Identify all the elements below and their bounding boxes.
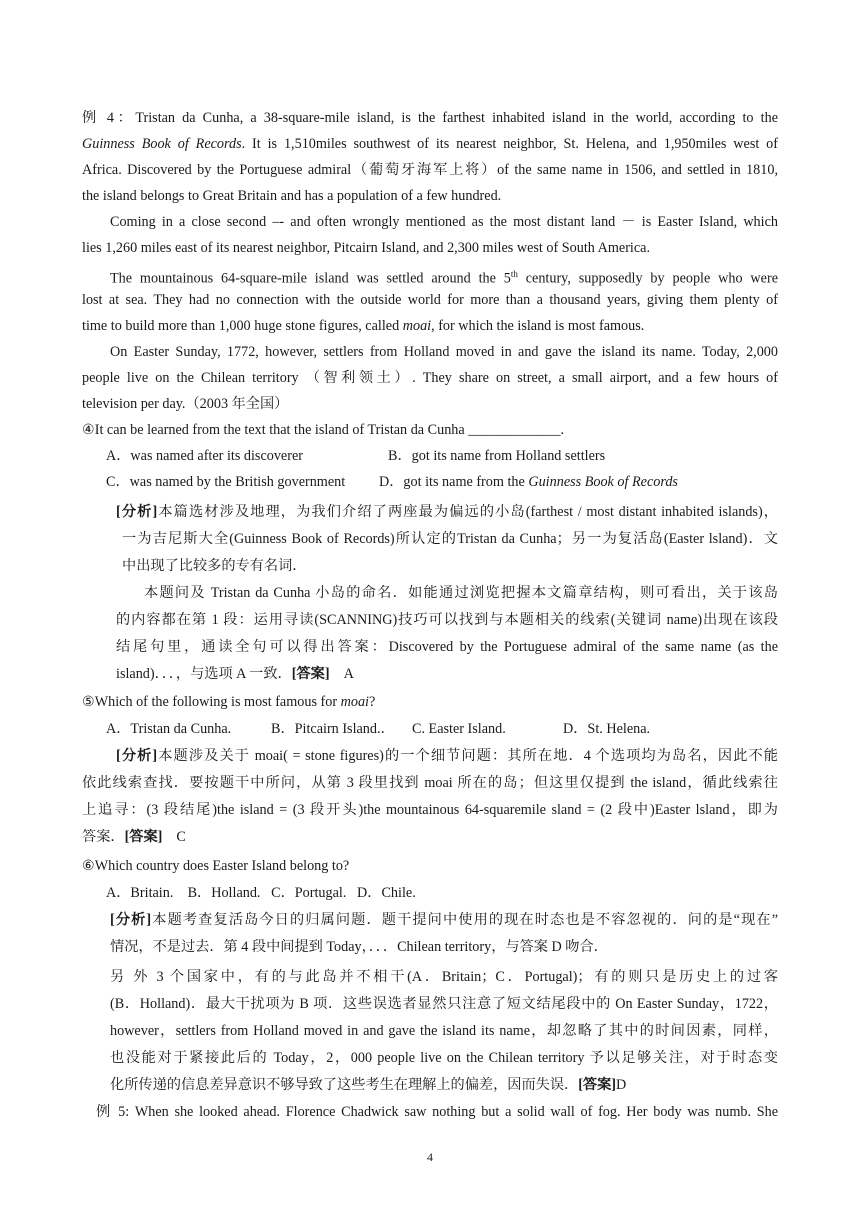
q5-analysis-line2: 依此线索查找．要按题干中所问，从第 3 段里找到 moai 所在的岛；但这里仅提到 the island，循此线索往 [82,775,778,791]
analysis-label: [分析] [110,912,152,928]
q4-analysis-line3: 中出现了比较多的专有名词． [122,558,307,574]
q6-analysis-line4: (B．Holland)．最大干扰项为 B 项．这些误选者显然只注意了短文结尾段中的 On Easter Sunday，1722， [110,996,778,1012]
page-number: 4 [427,1150,433,1164]
q4-analysis-line1: [分析]本篇选材涉及地理，为我们介绍了两座最为偏远的小岛(farthest / most distant inhabited islands)， [116,504,778,520]
q6-stem: ⑥Which country does Easter Island belong to? [82,858,350,874]
q6-analysis-line6: 也没能对于紧接此后的 Today，2，000 people live on the Chilean territory 予以足够关注，对于时态变 [110,1050,778,1066]
q4-detail-line4: island)．．．，与选项 A 一致．[答案] A [116,666,354,682]
answer-value: A [343,666,354,682]
q6-analysis-line5: however，settlers from Holland moved in and gave the island its name，却忽略了其中的时间因素，同样， [110,1023,778,1039]
ex5-line1: 例 5: When she looked ahead. Florence Chadwick saw nothing but a solid wall of fog. Her body was numb. She [96,1104,778,1120]
ex4-p2-line1: Coming in a close second –- and often wrongly mentioned as the most distant land － is Easter Island, which [110,214,778,230]
q4-option-b: B．got its name from Holland settlers [388,448,606,464]
ex4-p4-line2: people live on the Chilean territory （智利领土）. They share on street, a small airport, and a few hours of [82,370,778,386]
ex4-p1-line2: Guinness Book of Records. It is 1,510miles southwest of its nearest neighbor, St. Helena, and 1,950miles west of [82,136,778,152]
answer-label: [答案] [291,666,330,682]
q4-detail-line2: 的内容都在第 1 段：运用寻读(SCANNING)技巧可以找到与本题相关的线索(关键词 name)出现在该段 [116,612,778,628]
ex4-p3-line1: The mountainous 64-square-mile island was settled around the 5th century, supposedly by people who were [110,269,778,287]
q5-option-a: A．Tristan da Cunha. [106,721,232,737]
q5-analysis-line3: 上追寻：(3 段结尾)the island = (3 段开头)the mountainous 64-squaremile sland = (2 段中)Easter lsland，即为 [82,802,778,818]
ex4-p3-line2: lost at sea. They had no connection with the outside world for more than a thousand years, giving them plenty of [82,292,778,308]
q5-analysis-line1: [分析]本题涉及关于 moai( = stone figures)的一个细节问题：其所在地．4 个选项均为岛名，因此不能 [116,748,778,764]
ex4-p1-line3: Africa. Discovered by the Portuguese admiral（葡萄牙海军上将）of the same name in 1506, and settled in 1810, [82,162,778,178]
ex4-p3-line3: time to build more than 1,000 huge stone figures, called moai, for which the island is most famous. [82,318,645,334]
q5-analysis-line4: 答案．[答案] C [82,829,186,845]
example-label: 例 5 [96,1104,126,1120]
q4-option-a: A．was named after its discoverer [106,448,303,464]
q4-detail-line1: 本题问及 Tristan da Cunha 小岛的命名．如能通过浏览把握本文篇章结构，则可看出，关于该岛 [144,585,778,601]
q5-option-d: D．St. Helena. [563,721,651,737]
q6-analysis-line1: [分析]本题考查复活岛今日的归属问题．题干提问中使用的现在时态也是不容忽视的．问的是“现在” [110,912,778,928]
ex4-p4-line3: television per day.（2003 年全国） [82,396,289,412]
ex4-p1-line4: the island belongs to Great Britain and has a population of a few hundred. [82,188,502,204]
answer-label: [答案] [124,829,163,845]
q5-stem: ⑤Which of the following is most famous for moai? [82,694,376,710]
analysis-label: [分析] [116,748,158,764]
q4-stem: ④It can be learned from the text that the island of Tristan da Cunha _____________. [82,422,564,438]
q4-option-d: D．got its name from the Guinness Book of Records [379,474,678,490]
q6-analysis-line3: 另 外 3 个国家中，有的与此岛并不相干(A．Britain；C．Portugal)；有的则只是历史上的过客 [110,969,778,985]
q6-analysis-line2: 情况，不是过去．第 4 段中间提到 Today，．．．Chilean territory，与答案 D 吻合． [110,939,608,955]
q4-analysis-line2: 一为吉尼斯大全(Guinness Book of Records)所认定的Tristan da Cunha；另一为复活岛(Easter lsland)．文 [122,531,778,547]
q5-option-b: B．Pitcairn Island.． [271,721,395,737]
answer-value: C [176,829,186,845]
q4-detail-line3: 结尾句里，通读全句可以得出答案：Discovered by the Portuguese admiral of the same name (as the [116,639,778,655]
ex4-p1-line1: 例 4：Tristan da Cunha, a 38-square-mile island, is the farthest inhabited island in the world, according to the [82,110,778,126]
answer-label: [答案] [578,1077,617,1093]
q6-options: A．Britain. B．Holland. C．Portugal. D．Chile. [106,885,416,901]
q5-option-c: C. Easter Island. [412,721,506,737]
book-title: Guinness Book of Records [82,136,242,152]
answer-value: D [616,1077,627,1093]
ex4-p2-line2: lies 1,260 miles east of its nearest neighbor, Pitcairn Island, and 2,300 miles west of South America. [82,240,651,256]
q6-analysis-line7: 化所传递的信息差异意识不够导致了这些考生在理解上的偏差，因而失误．[答案]D [110,1077,627,1093]
q4-option-c: C．was named by the British government [106,474,346,490]
ex4-p4-line1: On Easter Sunday, 1772, however, settlers from Holland moved in and gave the island its name. Today, 2,000 [110,344,778,360]
analysis-label: [分析] [116,504,158,520]
